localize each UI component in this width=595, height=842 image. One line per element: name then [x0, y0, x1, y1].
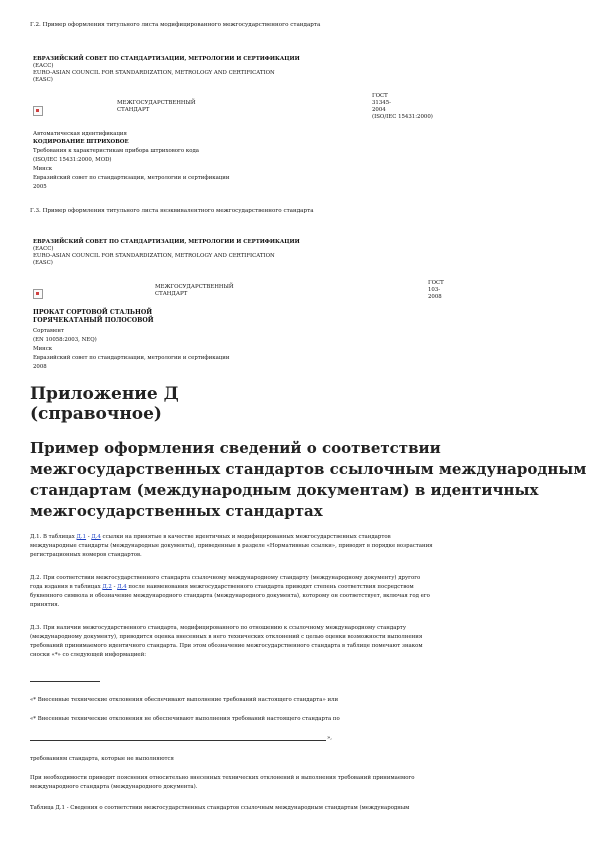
link-table-d4[interactable]: Д.4 [91, 534, 101, 540]
gost-number: 31345- [372, 100, 391, 106]
footnote-option-2-caption: требованиям стандарта, которые не выполняются [30, 756, 174, 762]
footnote-option-2: «* Внесенные технические отклонения не обеспечивают выполнения требований настоящего стандарта по [30, 716, 340, 722]
council-en: EURO-ASIAN COUNCIL FOR STANDARDIZATION, METROLOGY AND CERTIFICATION [33, 253, 275, 259]
broken-image-icon [33, 289, 43, 299]
paragraph-d3-line2: (международному документу), приводится оценка внесенных в него технических отклонений с целью оценки возможности выполнения [30, 634, 423, 640]
standard-type-line2: СТАНДАРТ [155, 291, 188, 297]
link-table-d4[interactable]: Д.4 [117, 584, 127, 590]
paragraph-d3-line1: Д.3. При наличии межгосударственного стандарта, модифицированного по отношению к ссылочному международному стандарту [30, 625, 407, 631]
paragraph-d1-line3: регистрационных номеров стандартов. [30, 552, 142, 558]
standard-type-line1: МЕЖГОСУДАРСТВЕННЫЙ [155, 284, 234, 290]
standard-type-line2: СТАНДАРТ [117, 107, 150, 113]
council-ru-abbr: (ЕАСС) [33, 63, 54, 69]
paragraph-text: - [86, 534, 92, 540]
title-line-7: 2008 [33, 364, 47, 370]
gost-label: ГОСТ [372, 93, 388, 99]
footnote-option-1: «* Внесенные технические отклонения обеспечивают выполнение требований настоящего стандарта» или [30, 697, 339, 703]
paragraph-d1-line2: международные стандарты (международные документы), приведенные в разделе «Нормативные ссылки», приводят в порядке возрастания [30, 543, 433, 549]
link-table-d1[interactable]: Д.1 [76, 534, 87, 540]
fill-in-line [30, 740, 326, 741]
paragraph-d2-line3: буквенного символа и обозначение международного стандарта (международного документа), которому он соответствует, включая год его [30, 593, 430, 599]
note-line2: международного стандарта (международного документа). [30, 784, 198, 790]
gost-label: ГОСТ [428, 280, 444, 286]
title-line-6: Евразийский совет по стандартизации, метрологии и сертификации [33, 355, 230, 361]
paragraph-d1-line1 [30, 534, 391, 541]
paragraph-d3-line4: сноски «*» со следующей информацией: [30, 652, 147, 658]
title-line-2: КОДИРОВАНИЕ ШТРИХОВОЕ [33, 139, 129, 145]
title-line-6: Евразийский совет по стандартизации, метрологии и сертификации [33, 175, 230, 181]
appendix-subtitle: (справочное) [30, 404, 162, 424]
gost-year: 2004 [372, 107, 386, 113]
title-line-5: Минск [33, 166, 53, 172]
section-caption-g2: Г.2. Пример оформления титульного листа модифицированного межгосударственного стандарта [30, 22, 321, 28]
paragraph-d2-line4: принятия. [30, 602, 60, 608]
standard-type-line1: МЕЖГОСУДАРСТВЕННЫЙ [117, 100, 196, 106]
title-line-4: (EN 10058:2003, NEQ) [33, 337, 97, 343]
title-line-3: Требования к характеристикам прибора штрихового кода [33, 148, 199, 154]
appendix-heading-line2: межгосударственных стандартов ссылочным международным [30, 460, 587, 478]
link-table-d2[interactable]: Д.2 [102, 584, 112, 590]
appendix-heading-line4: межгосударственных стандартах [30, 502, 323, 520]
paragraph-text: - [111, 584, 118, 590]
title-line-1: ПРОКАТ СОРТОВОЙ СТАЛЬНОЙ [33, 309, 153, 316]
paragraph-d2-line2 [30, 584, 414, 591]
title-line-4: (ISO/IEC 15431:2000, MOD) [33, 157, 112, 163]
gost-number: 103- [428, 287, 441, 293]
appendix-title: Приложение Д [30, 384, 179, 404]
paragraph-text: года издания в таблицах [30, 584, 103, 590]
council-en: EURO-ASIAN COUNCIL FOR STANDARDIZATION, METROLOGY AND CERTIFICATION [33, 70, 275, 76]
council-ru-abbr: (ЕАСС) [33, 246, 54, 252]
paragraph-text: ссылки на принятые в качестве идентичных и модифицированных межгосударственных стандартов [100, 534, 391, 540]
appendix-heading-line3: стандартам (международным документам) в идентичных [30, 481, 539, 499]
title-line-7: 2005 [33, 184, 47, 190]
title-line-1: Автоматическая идентификация [33, 131, 127, 137]
table-caption: Таблица Д.1 - Сведения о соответствии межгосударственных стандартов ссылочным международным стандартам (международным [30, 805, 410, 811]
title-line-3: Сортамент [33, 328, 64, 334]
council-en-abbr: (EASC) [33, 77, 53, 83]
paragraph-text: Д.1. В таблицах [30, 534, 77, 540]
paragraph-d3-line3: требований принимаемого идентичного стандарта. При этом обозначение межгосударственного стандарта в таблице помечают знаком [30, 643, 423, 649]
title-line-2: ГОРЯЧЕКАТАНЫЙ ПОЛОСОВОЙ [33, 317, 154, 324]
title-line-5: Минск [33, 346, 53, 352]
gost-year: 2008 [428, 294, 442, 300]
council-en-abbr: (EASC) [33, 260, 53, 266]
broken-image-icon [33, 106, 43, 116]
paragraph-d2-line1: Д.2. При соответствии межгосударственного стандарта ссылочному международному стандарту (международному документу) другого [30, 575, 421, 581]
note-line1: При необходимости приводят пояснения относительно внесенных технических отклонений и выполнения требований принимаемого [30, 775, 415, 781]
footnote-option-2-tail: », [327, 735, 333, 741]
section-caption-g3: Г.3. Пример оформления титульного листа неэквивалентного межгосударственного стандарта [30, 208, 314, 214]
paragraph-text: после наименования межгосударственного стандарта приводят степень соответствия посредством [126, 584, 414, 590]
appendix-heading-line1: Пример оформления сведений о соответствии [30, 439, 441, 457]
council-ru: ЕВРАЗИЙСКИЙ СОВЕТ ПО СТАНДАРТИЗАЦИИ, МЕТРОЛОГИИ И СЕРТИФИКАЦИИ [33, 56, 300, 62]
council-ru: ЕВРАЗИЙСКИЙ СОВЕТ ПО СТАНДАРТИЗАЦИИ, МЕТРОЛОГИИ И СЕРТИФИКАЦИИ [33, 239, 300, 245]
gost-iso-ref: (ISO/IEC 15431:2000) [372, 114, 433, 120]
footnote-divider [30, 681, 100, 682]
